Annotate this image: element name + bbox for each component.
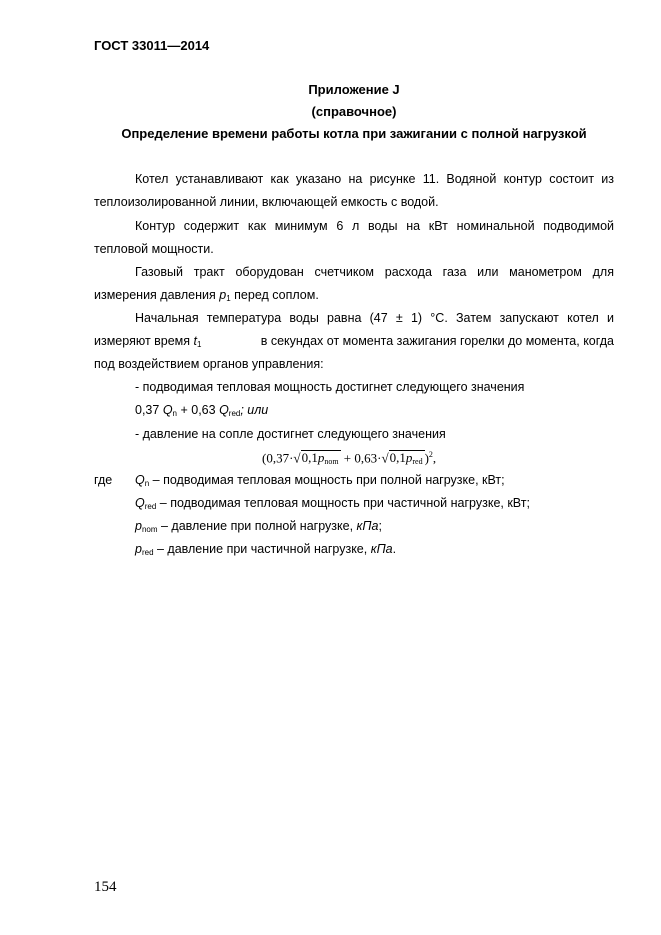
appendix-status: (справочное): [311, 104, 397, 119]
para4-line3: под воздействием органов управления:: [94, 357, 324, 371]
where-label: где: [94, 473, 113, 487]
definition-qn: $Q_n$ – подводимая тепловая мощность при полной нагрузке, кВт;: [135, 473, 505, 488]
appendix-heading: Определение времени работы котла при зажигании с полной нагрузкой: [121, 126, 587, 141]
var-t1: t: [193, 334, 198, 348]
var-p1: p: [219, 288, 227, 302]
para2-line2: тепловой мощности.: [94, 242, 214, 256]
appendix-title: Приложение J: [308, 82, 400, 97]
power-expression: 0,37 $Q_n + 0,63$ $Q_{red}$; или: [135, 403, 269, 418]
definition-qred: $Q_{red}$ – подводимая тепловая мощность при частичной нагрузке, кВт;: [135, 496, 530, 511]
para3-line1: Газовый тракт оборудован счетчиком расхода газа или манометром для: [135, 265, 614, 279]
list-item-power: - подводимая тепловая мощность достигнет следующего значения: [135, 380, 525, 394]
para3-line2: измерения давления $p_1$ перед соплом.: [94, 288, 319, 303]
para4-line1: Начальная температура воды равна (47 ± 1) °С. Затем запускают котел и: [135, 311, 614, 325]
para1-line1: Котел устанавливают как указано на рисунке 11. Водяной контур состоит из: [135, 172, 614, 186]
definition-pnom: $p_{nom}$ – давление при полной нагрузке, кПа;: [135, 519, 382, 534]
definition-pred: $p_{red}$ – давление при частичной нагрузке, кПа.: [135, 542, 397, 557]
pressure-formula: ($0,37\cdot√0,1p_{nom} + 0,63\cdot√0,1p_{red}$ )$^2$,: [262, 450, 436, 469]
list-item-pressure: - давление на сопле достигнет следующего значения: [135, 427, 446, 441]
page-number: 154: [94, 879, 117, 895]
para4-line2: измеряют время $t_1$ в секундах от момента зажигания горелки до момента, когда: [94, 334, 614, 349]
document-code: ГОСТ 33011—2014: [94, 38, 210, 53]
para2-line1: Контур содержит как минимум 6 л воды на кВт номинальной подводимой: [135, 219, 614, 233]
para1-line2: теплоизолированной линии, включающей емкость с водой.: [94, 195, 439, 209]
